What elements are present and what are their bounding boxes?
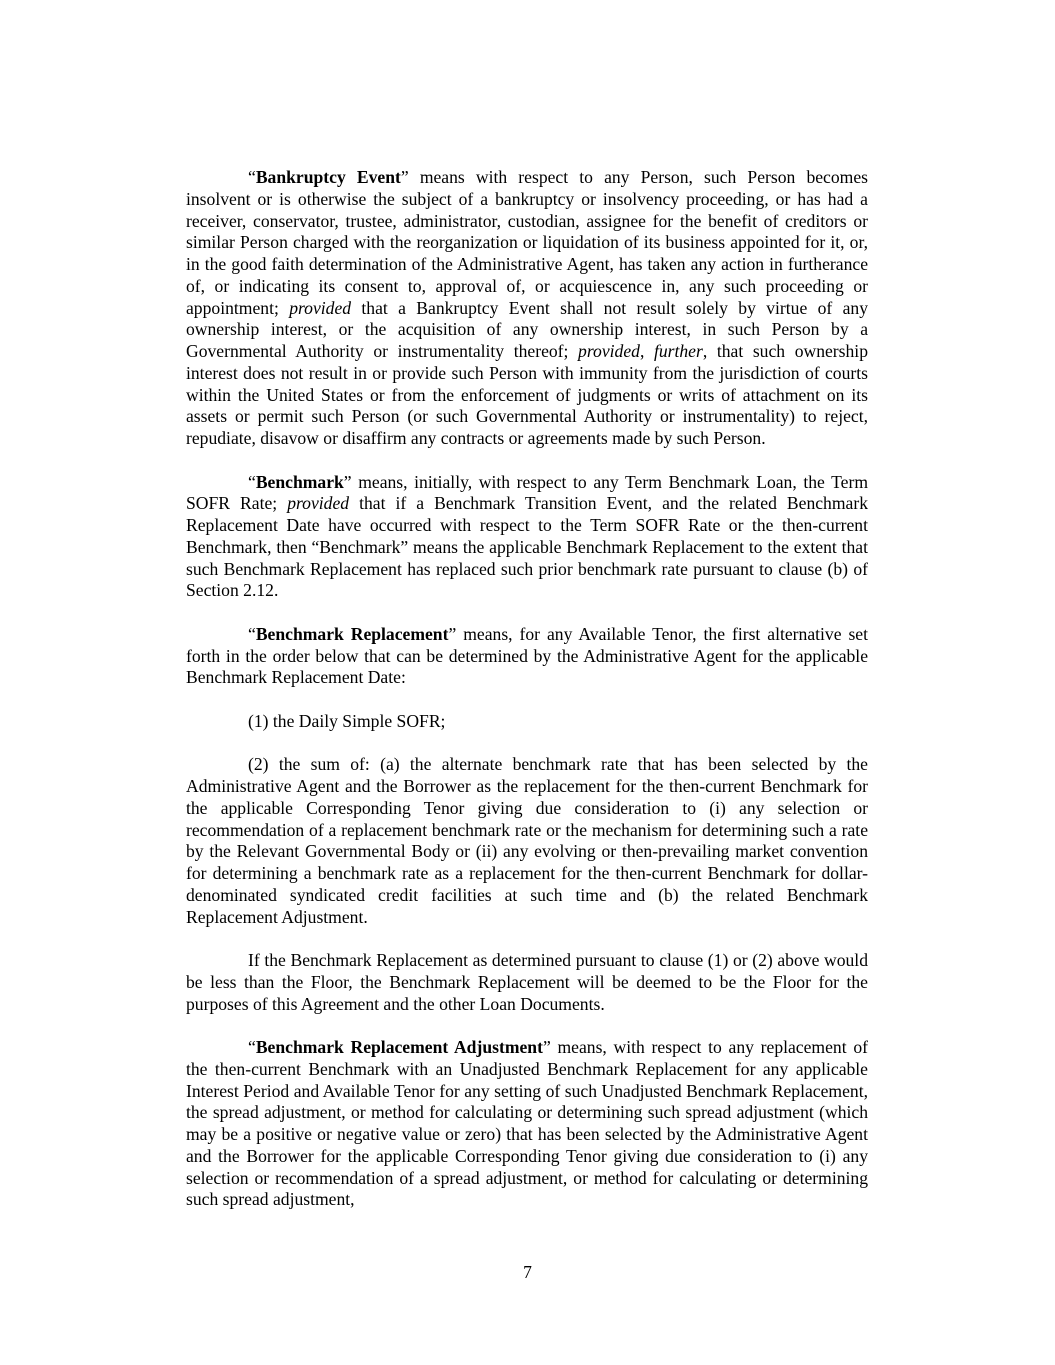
definition-text: ” means, initially, with respect to any Term Benchmark Loan, the Term SOFR Rate; xyxy=(186,471,868,514)
italic-further: further xyxy=(653,341,703,361)
italic-proviso: provided xyxy=(289,297,352,318)
definition-benchmark-replacement xyxy=(186,624,868,689)
definition-benchmark xyxy=(186,472,868,603)
open-quote: “ xyxy=(248,167,256,187)
italic-proviso: provided xyxy=(287,493,350,514)
separator-comma: , xyxy=(639,341,654,361)
definition-text: ” means, for any Available Tenor, the first alternative set forth in the order below that can be determined by the Administrative Agent for the applicable Benchmark Replacement Date: xyxy=(186,623,869,688)
defined-term: Benchmark xyxy=(255,471,344,492)
list-item-1: (1) the Daily Simple SOFR; xyxy=(248,710,446,731)
defined-term: Benchmark Replacement xyxy=(255,623,449,644)
open-quote: “ xyxy=(248,471,256,492)
definition-text: ” means, with respect to any replacement of the then-current Benchmark with an Unadjusted Benchmark Replacement for any applicable Interest Period and Available Tenor for any setting of such Unadjusted Benchmark Replacement, the spread adjustment, or method for calculating or determining such spread adjustment (which may be a positive or negative value or zero) that has been selected by the Administrative Agent and the Borrower for the applicable Corresponding Tenor giving due consideration to (i) any selection or recommendation of a spread adjustment, or method for calculating or determining such spread adjustment, xyxy=(186,1037,868,1210)
page-body xyxy=(186,167,868,1211)
page-number: 7 xyxy=(523,1262,532,1282)
definition-text: ” means with respect to any Person, such Person becomes insolvent or is otherwise the subject of a bankruptcy or insolvency proceeding, or has had a receiver, conservator, trustee, administrator, custodian, assignee for the benefit of creditors or similar Person charged with the reorganization or liquidation of its business appointed for it, or, in the good faith determination of the Administrative Agent, has taken any action in furtherance of, or indicating its consent to, approval of, or acquiescence in, any such proceeding or appointment; xyxy=(186,167,868,318)
defined-term: Benchmark Replacement Adjustment xyxy=(255,1037,543,1057)
definition-benchmark-replacement-adjustment xyxy=(186,1037,868,1211)
floor-clause: If the Benchmark Replacement as determined pursuant to clause (1) or (2) above would be less than the Floor, the Benchmark Replacement will be deemed to be the Floor for the purposes of this Agreement and the other Loan Documents. xyxy=(186,950,868,1014)
definition-bankruptcy-event xyxy=(186,167,868,450)
open-quote: “ xyxy=(248,1037,256,1057)
list-item-2: (2) the sum of: (a) the alternate benchmark rate that has been selected by the Administrative Agent and the Borrower as the replacement for the then-current Benchmark for the applicable Corresponding Tenor giving due consideration to (i) any selection or recommendation of a replacement benchmark rate or the mechanism for determining such a rate by the Relevant Governmental Body or (ii) any evolving or then-prevailing market convention for determining a benchmark rate as a replacement for the then-current Benchmark for dollar-denominated syndicated credit facilities at such time and (b) the related Benchmark Replacement Adjustment. xyxy=(186,754,868,927)
definition-text: , that such ownership interest does not result in or provide such Person with immunity from the jurisdiction of courts within the United States or from the enforcement of judgments or writs of attachment on its assets or permit such Person (or such Governmental Authority or instrumentality) to reject, repudiate, disavow or disaffirm any contracts or agreements made by such Person. xyxy=(186,341,868,448)
open-quote: “ xyxy=(248,623,256,644)
italic-proviso: provided xyxy=(578,341,640,361)
definition-text: that if a Benchmark Transition Event, and the related Benchmark Replacement Date have occurred with respect to the Term SOFR Rate or the then-current Benchmark, then “Benchmark” means the applicable Benchmark Replacement to the extent that such Benchmark Replacement has replaced such prior benchmark rate pursuant to clause (b) of Section 2.12. xyxy=(186,493,869,601)
definition-text: that a Bankruptcy Event shall not result solely by virtue of any ownership interest, or the acquisition of any ownership interest, in such Person by a Governmental Authority or instrumentality thereof; xyxy=(186,297,868,361)
defined-term: Bankruptcy Event xyxy=(255,167,401,187)
